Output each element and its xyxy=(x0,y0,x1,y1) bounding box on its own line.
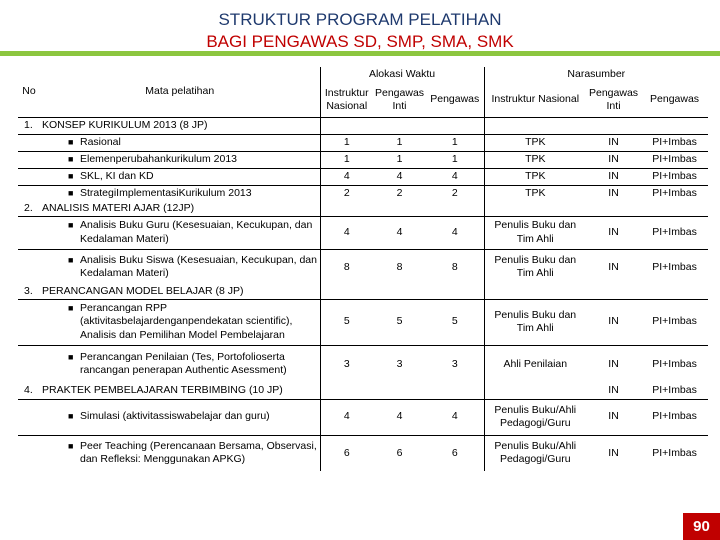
cell-instruktur: 1 xyxy=(320,134,373,151)
cell-nara-instruktur: TPK xyxy=(484,168,586,185)
cell-instruktur: 2 xyxy=(320,185,373,202)
title-line-1: STRUKTUR PROGRAM PELATIHAN xyxy=(218,10,502,29)
cell-nara-pengawas-inti: IN xyxy=(586,399,641,435)
section-title: PERANCANGAN MODEL BELAJAR (8 JP) xyxy=(40,285,320,299)
cell-nara-pengawas: PI+Imbas xyxy=(641,299,708,345)
cell-pengawas-inti: 1 xyxy=(373,151,426,168)
section-row xyxy=(18,285,708,299)
cell-instruktur: 3 xyxy=(320,345,373,383)
section-number: 4. xyxy=(24,384,33,397)
cell-pengawas-inti: 4 xyxy=(373,216,426,249)
cell-pengawas-inti: 3 xyxy=(373,345,426,383)
cell-nara-pengawas: PI+Imbas xyxy=(641,345,708,383)
cell-pengawas: 5 xyxy=(426,299,484,345)
title-line-2: BAGI PENGAWAS SD, SMP, SMA, SMK xyxy=(206,32,514,51)
item-text: Simulasi (aktivitassiswabelajar dan guru) xyxy=(80,410,270,423)
bullet-icon: ■ xyxy=(68,170,74,181)
section-row xyxy=(18,202,708,216)
table-row xyxy=(18,185,708,202)
header-nara-pengawas-inti: Pengawas Inti xyxy=(586,83,641,117)
cell-instruktur: 8 xyxy=(320,249,373,285)
section-number: 2. xyxy=(24,202,33,215)
cell-nara-instruktur: Penulis Buku/Ahli Pedagogi/Guru xyxy=(484,399,586,435)
table-row xyxy=(18,435,708,471)
cell-pengawas-inti: 2 xyxy=(373,185,426,202)
program-structure-table xyxy=(18,67,708,471)
cell-nara-pengawas: PI+Imbas xyxy=(641,435,708,471)
section-title: PRAKTEK PEMBELAJARAN TERBIMBING (10 JP) xyxy=(40,383,320,399)
cell-nara-pengawas-inti: IN xyxy=(586,249,641,285)
item-text: Peer Teaching (Perencanaan Bersama, Observasi, dan Refleksi: Menggunakan APKG) xyxy=(80,440,317,466)
section-number: 1. xyxy=(24,118,33,131)
header-nara-instruktur: Instruktur Nasional xyxy=(484,83,586,117)
cell-pengawas-inti: 8 xyxy=(373,249,426,285)
page-number: 90 xyxy=(683,513,720,540)
cell-nara-instruktur: Penulis Buku dan Tim Ahli xyxy=(484,299,586,345)
cell-nara-pengawas-inti: IN xyxy=(586,185,641,202)
cell-pengawas-inti: 4 xyxy=(373,168,426,185)
cell-nara-instruktur: TPK xyxy=(484,185,586,202)
header-alokasi-waktu: Alokasi Waktu xyxy=(320,67,484,83)
section-row xyxy=(18,117,708,134)
header-pengawas: Pengawas xyxy=(426,83,484,117)
cell-instruktur: 4 xyxy=(320,168,373,185)
cell-pengawas: 8 xyxy=(426,249,484,285)
cell-nara-pengawas: PI+Imbas xyxy=(641,399,708,435)
item-text: Rasional xyxy=(80,135,121,148)
cell-pengawas-inti: 1 xyxy=(373,134,426,151)
cell-instruktur: 5 xyxy=(320,299,373,345)
section-row xyxy=(18,383,708,399)
section-title: KONSEP KURIKULUM 2013 (8 JP) xyxy=(40,117,320,134)
cell-pengawas: 3 xyxy=(426,345,484,383)
table-row xyxy=(18,249,708,285)
cell-pengawas-inti: 4 xyxy=(373,399,426,435)
header-pengawas-inti: Pengawas Inti xyxy=(373,83,426,117)
cell-nara-instruktur: TPK xyxy=(484,151,586,168)
slide-header xyxy=(0,0,720,56)
cell-nara-pengawas-inti: IN xyxy=(586,345,641,383)
cell-pengawas: 6 xyxy=(426,435,484,471)
bullet-icon: ■ xyxy=(68,220,74,231)
item-text: Analisis Buku Siswa (Kesesuaian, Kecukupan, dan Kedalaman Materi) xyxy=(80,254,317,280)
cell-instruktur: 4 xyxy=(320,216,373,249)
header-instruktur-nasional: Instruktur Nasional xyxy=(320,83,373,117)
cell-nara-pengawas: PI+Imbas xyxy=(641,134,708,151)
header-narasumber: Narasumber xyxy=(567,68,626,81)
cell-nara-pengawas: PI+Imbas xyxy=(641,151,708,168)
cell-instruktur: 4 xyxy=(320,399,373,435)
bullet-icon: ■ xyxy=(68,136,74,147)
cell-nara-pengawas: PI+Imbas xyxy=(641,249,708,285)
table-row xyxy=(18,151,708,168)
cell-instruktur: 1 xyxy=(320,151,373,168)
item-text: Analisis Buku Guru (Kesesuaian, Kecukupan, dan Kedalaman Materi) xyxy=(80,219,313,245)
cell-pengawas: 2 xyxy=(426,185,484,202)
item-text: Elemenperubahankurikulum 2013 xyxy=(80,152,238,165)
bullet-icon: ■ xyxy=(68,352,74,363)
cell-nara-instruktur: Penulis Buku dan Tim Ahli xyxy=(484,249,586,285)
cell-nara-pengawas: PI+Imbas xyxy=(641,168,708,185)
cell-nara-pengawas-inti: IN xyxy=(586,151,641,168)
bullet-icon: ■ xyxy=(68,188,74,199)
bullet-icon: ■ xyxy=(68,303,74,314)
table-row xyxy=(18,168,708,185)
header-no: No xyxy=(22,85,36,98)
table-row xyxy=(18,399,708,435)
cell-nara-pengawas: PI+Imbas xyxy=(641,185,708,202)
cell-pengawas-inti: 5 xyxy=(373,299,426,345)
cell-pengawas: 1 xyxy=(426,134,484,151)
item-text: SKL, KI dan KD xyxy=(80,169,154,182)
table-row xyxy=(18,134,708,151)
cell-nara-instruktur: Ahli Penilaian xyxy=(484,345,586,383)
bullet-icon: ■ xyxy=(68,153,74,164)
item-text: StrategiImplementasiKurikulum 2013 xyxy=(80,187,252,200)
cell-instruktur: 6 xyxy=(320,435,373,471)
cell-pengawas-inti: 6 xyxy=(373,435,426,471)
bullet-icon: ■ xyxy=(68,255,74,266)
section-number: 3. xyxy=(24,285,33,298)
cell-nara-pengawas: PI+Imbas xyxy=(641,216,708,249)
cell-pengawas: 1 xyxy=(426,151,484,168)
cell-pengawas: 4 xyxy=(426,216,484,249)
table-row xyxy=(18,299,708,345)
item-text: Perancangan Penilaian (Tes, Portofolioserta rancangan penerapan Authentic Asessment) xyxy=(80,351,287,377)
cell-nara-instruktur: TPK xyxy=(484,134,586,151)
header-mata-pelatihan: Mata pelatihan xyxy=(40,67,320,117)
table-row xyxy=(18,216,708,249)
cell-nara-pengawas: PI+Imbas xyxy=(652,384,697,397)
table-row xyxy=(18,345,708,383)
cell-nara-pengawas-inti: IN xyxy=(608,384,619,397)
header-nara-pengawas: Pengawas xyxy=(641,83,708,117)
cell-pengawas: 4 xyxy=(426,168,484,185)
section-title: ANALISIS MATERI AJAR (12JP) xyxy=(40,202,320,216)
bullet-icon: ■ xyxy=(68,411,74,422)
cell-nara-pengawas-inti: IN xyxy=(586,168,641,185)
cell-nara-instruktur: Penulis Buku/Ahli Pedagogi/Guru xyxy=(484,435,586,471)
cell-nara-pengawas-inti: IN xyxy=(586,435,641,471)
cell-nara-pengawas-inti: IN xyxy=(586,299,641,345)
item-text: Perancangan RPP (aktivitasbelajardenganpendekatan scientific), Analisis dan Pemilihan Model Pembelajaran xyxy=(80,302,293,341)
cell-pengawas: 4 xyxy=(426,399,484,435)
cell-nara-pengawas-inti: IN xyxy=(586,216,641,249)
cell-nara-instruktur: Penulis Buku dan Tim Ahli xyxy=(484,216,586,249)
cell-nara-pengawas-inti: IN xyxy=(586,134,641,151)
bullet-icon: ■ xyxy=(68,441,74,452)
